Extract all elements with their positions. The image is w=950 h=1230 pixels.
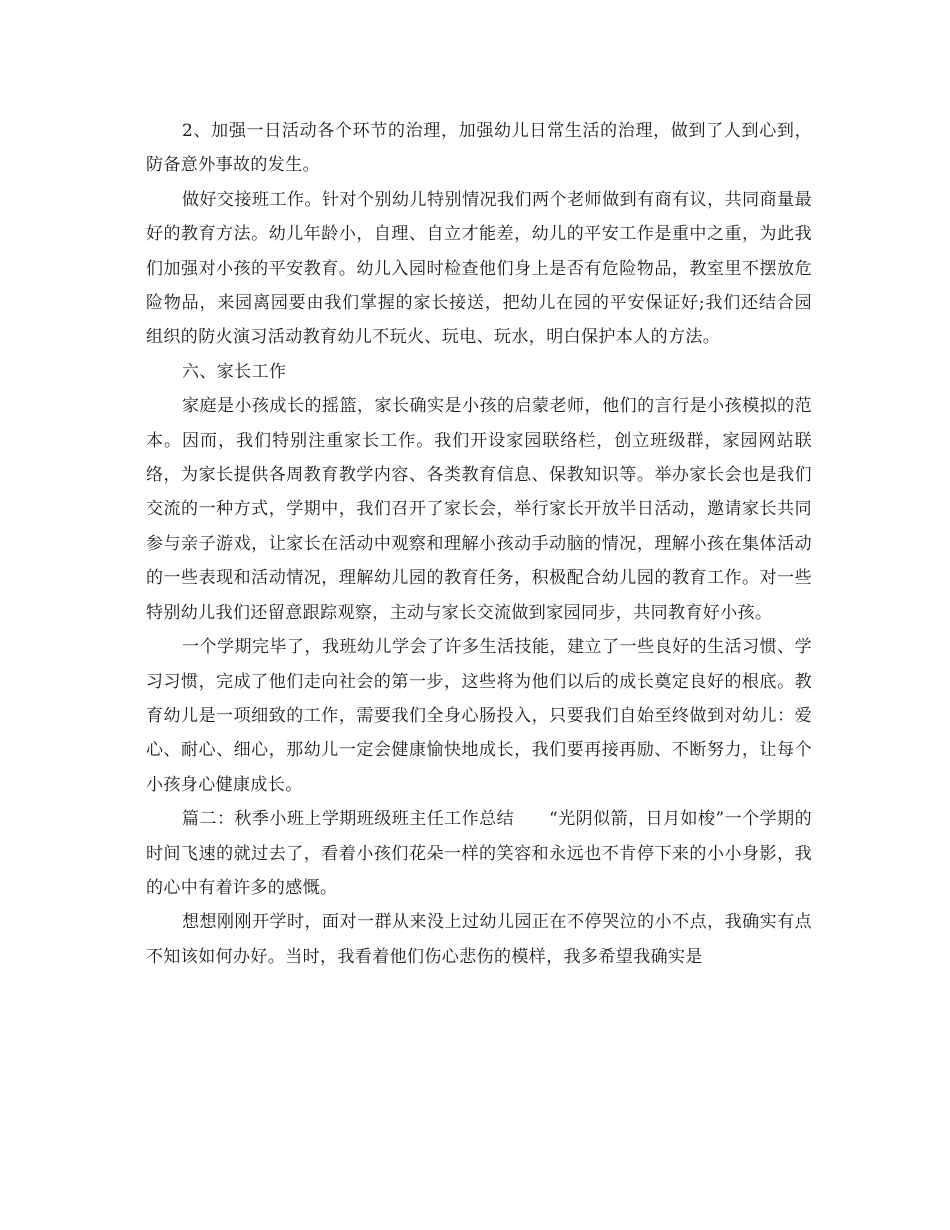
paragraph: 想想刚刚开学时，面对一群从来没上过幼儿园正在不停哭泣的小不点，我确实有点不知该如何办好。当时，我看着他们伤心悲伤的模样，我多希望我确实是 xyxy=(146,912,812,967)
document-body xyxy=(146,114,812,974)
paragraph: 做好交接班工作。针对个别幼儿特别情况我们两个老师做到有商有议，共同商量最好的教育方法。幼儿年龄小，自理、自立才能差，幼儿的平安工作是重中之重，为此我们加强对小孩的平安教育。幼儿入园时检查他们身上是否有危险物品，教室里不摆放危险物品，来园离园要由我们掌握的家长接送，把幼儿在园的平安保证好;我们还结合园组织的防火演习活动教育幼儿不玩火、玩电、玩水，明白保护本人的方法。 xyxy=(146,189,812,348)
section-heading: 六、家长工作 xyxy=(182,361,287,382)
paragraph: 一个学期完毕了，我班幼儿学会了许多生活技能，建立了一些良好的生活习惯、学习习惯，完成了他们走向社会的第一步，这些将为他们以后的成长奠定良好的根底。教育幼儿是一项细致的工作，需要我们全身心肠投入，只要我们自始至终做到对幼儿：爱心、耐心、细心，那幼儿一定会健康愉快地成长，我们要再接再励、不断努力，让每个小孩身心健康成长。 xyxy=(146,637,812,795)
paragraph: 家庭是小孩成长的摇篮，家长确实是小孩的启蒙老师，他们的言行是小孩模拟的范本。因而，我们特别注重家长工作。我们开设家园联络栏，创立班级群，家园网站联络，为家长提供各周教育教学内容、各类教育信息、保教知识等。举办家长会也是我们交流的一种方式，学期中，我们召开了家长会，举行家长开放半日活动，邀请家长共同参与亲子游戏，让家长在活动中观察和理解小孩动手动脑的情况，理解小孩在集体活动的一些表现和活动情况，理解幼儿园的教育任务，积极配合幼儿园的教育工作。对一些特别幼儿我们还留意跟踪观察，主动与家长交流做到家园同步，共同教育好小孩。 xyxy=(146,396,812,623)
paragraph: 篇二：秋季小班上学期班级班主任工作总结 “光阴似箭，日月如梭”一个学期的时间飞速的就过去了，看着小孩们花朵一样的笑容和永远也不肯停下来的小小身影，我的心中有着许多的感慨。 xyxy=(146,809,812,898)
paragraph: 2、加强一日活动各个环节的治理，加强幼儿日常生活的治理，做到了人到心到，防备意外事故的发生。 xyxy=(146,121,812,176)
